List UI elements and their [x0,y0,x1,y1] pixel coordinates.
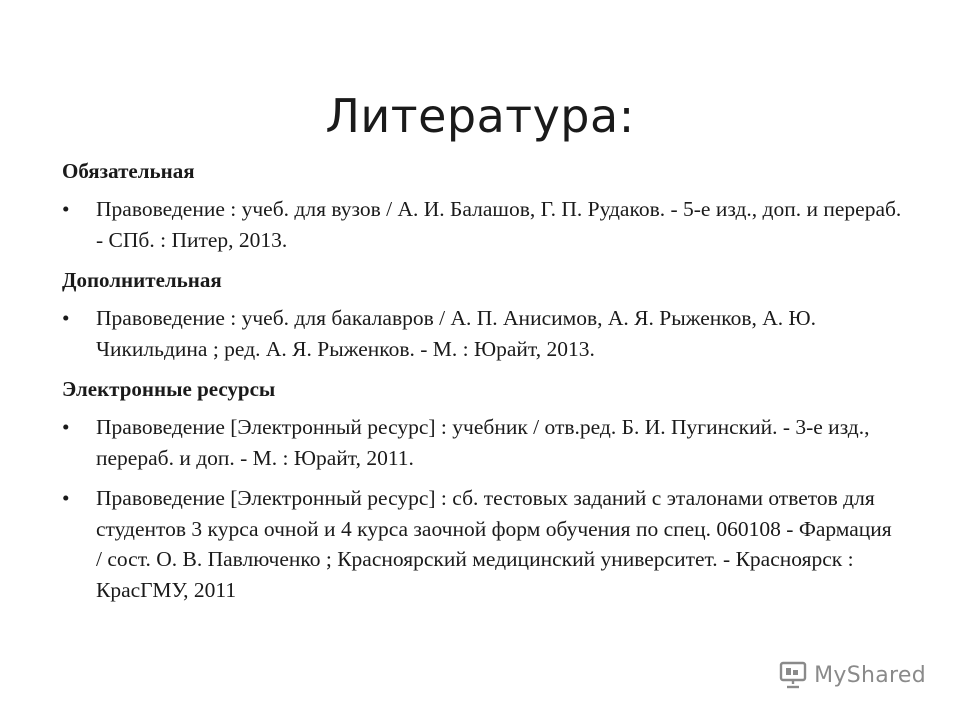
presentation-board-icon [778,660,808,690]
bullet-icon: • [62,415,70,439]
list-item [62,483,902,605]
bullet-icon: • [62,197,70,221]
literature-list [62,156,902,615]
list-item [62,194,902,255]
watermark-text: MyShared [814,662,926,688]
section-heading-additional: Дополнительная [62,268,222,292]
list-item [62,412,902,473]
list-item-text: Правоведение : учеб. для бакалавров / А. П. Анисимов, А. Я. Рыженков, А. Ю. Чикильдина ; ред. А. Я. Рыженков. - М. : Юрайт, 2013. [96,306,817,361]
slide-title: Литература: [325,88,635,143]
bullet-icon: • [62,306,70,330]
list-item [62,303,902,364]
watermark[interactable] [778,658,926,692]
section-heading-required: Обязательная [62,159,195,183]
list-item-text: Правоведение : учеб. для вузов / А. И. Балашов, Г. П. Рудаков. - 5-е изд., доп. и перераб. - СПб. : Питер, 2013. [96,197,902,252]
section-heading-electronic: Электронные ресурсы [62,377,276,401]
list-item-text: Правоведение [Электронный ресурс] : сб. тестовых заданий с эталонами ответов для студентов 3 курса очной и 4 курса заочной форм обучения по спец. 060108 - Фармация / сост. О. В. Павлюченко ; Красноярский медицинский университет. - Красноярск : КрасГМУ, 2011 [96,486,892,602]
list-item-text: Правоведение [Электронный ресурс] : учебник / отв.ред. Б. И. Пугинский. - 3-е изд., перераб. и доп. - М. : Юрайт, 2011. [96,415,870,470]
bullet-icon: • [62,486,70,510]
